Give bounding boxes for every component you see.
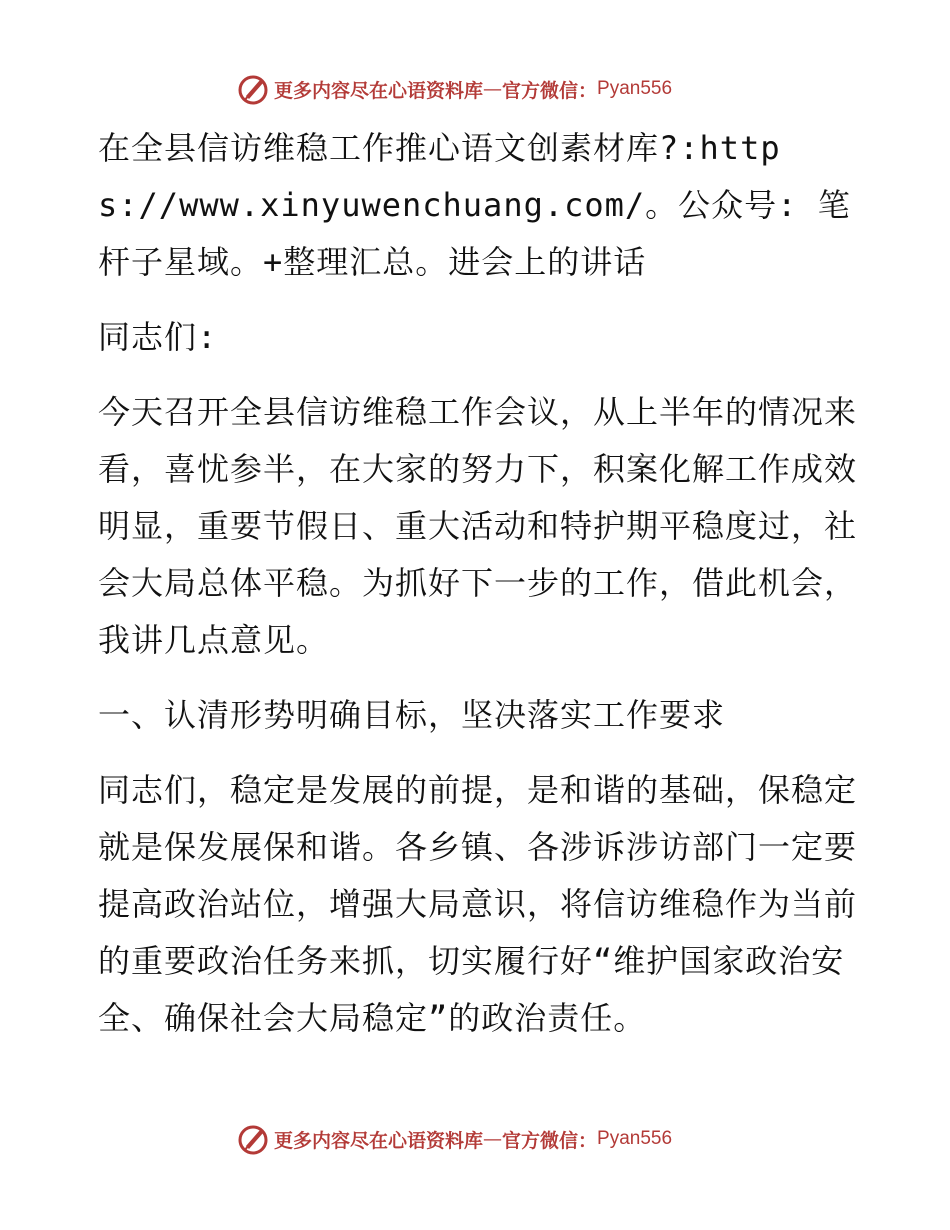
watermark-banner-bottom (236, 1122, 672, 1156)
paragraph-section-body: 同志们，稳定是发展的前提，是和谐的基础，保稳定就是保发展保和谐。各乡镇、各涉诉涉访部门一定要提高政治站位，增强大局意识，将信访维稳作为当前的重要政治任务来抓，切实履行好“维护国家政治安全、确保社会大局稳定”的政治责任。 (98, 771, 858, 1037)
watermark-account: Pyan556 (597, 78, 673, 99)
section-heading: 一、认清形势明确目标，坚决落实工作要求 (98, 696, 726, 734)
paragraph-salutation: 同志们: (98, 318, 218, 356)
quill-logo-icon (236, 1122, 270, 1156)
paragraph-title: 在全县信访维稳工作推心语文创素材库?:https://www.xinyuwenchuang.com/。公众号: 笔杆子星域。+整理汇总。进会上的讲话 (98, 129, 851, 281)
watermark-wechat-label: 官方微信： (502, 79, 598, 102)
paragraph-intro: 今天召开全县信访维稳工作会议，从上半年的情况来看，喜忧参半，在大家的努力下，积案化解工作成效明显，重要节假日、重大活动和特护期平稳度过，社会大局总体平稳。为抓好下一步的工作，借此机会，我讲几点意见。 (98, 393, 858, 659)
watermark-separator: — (483, 78, 503, 100)
watermark-text: 更多内容尽在心语资料库 (274, 1129, 484, 1152)
watermark-separator: — (483, 1128, 503, 1150)
document-body (98, 120, 858, 1065)
watermark-banner-top (236, 72, 672, 106)
watermark-wechat-label: 官方微信： (502, 1129, 598, 1152)
watermark-text: 更多内容尽在心语资料库 (274, 79, 484, 102)
quill-logo-icon (236, 72, 270, 106)
watermark-account: Pyan556 (597, 1128, 673, 1149)
